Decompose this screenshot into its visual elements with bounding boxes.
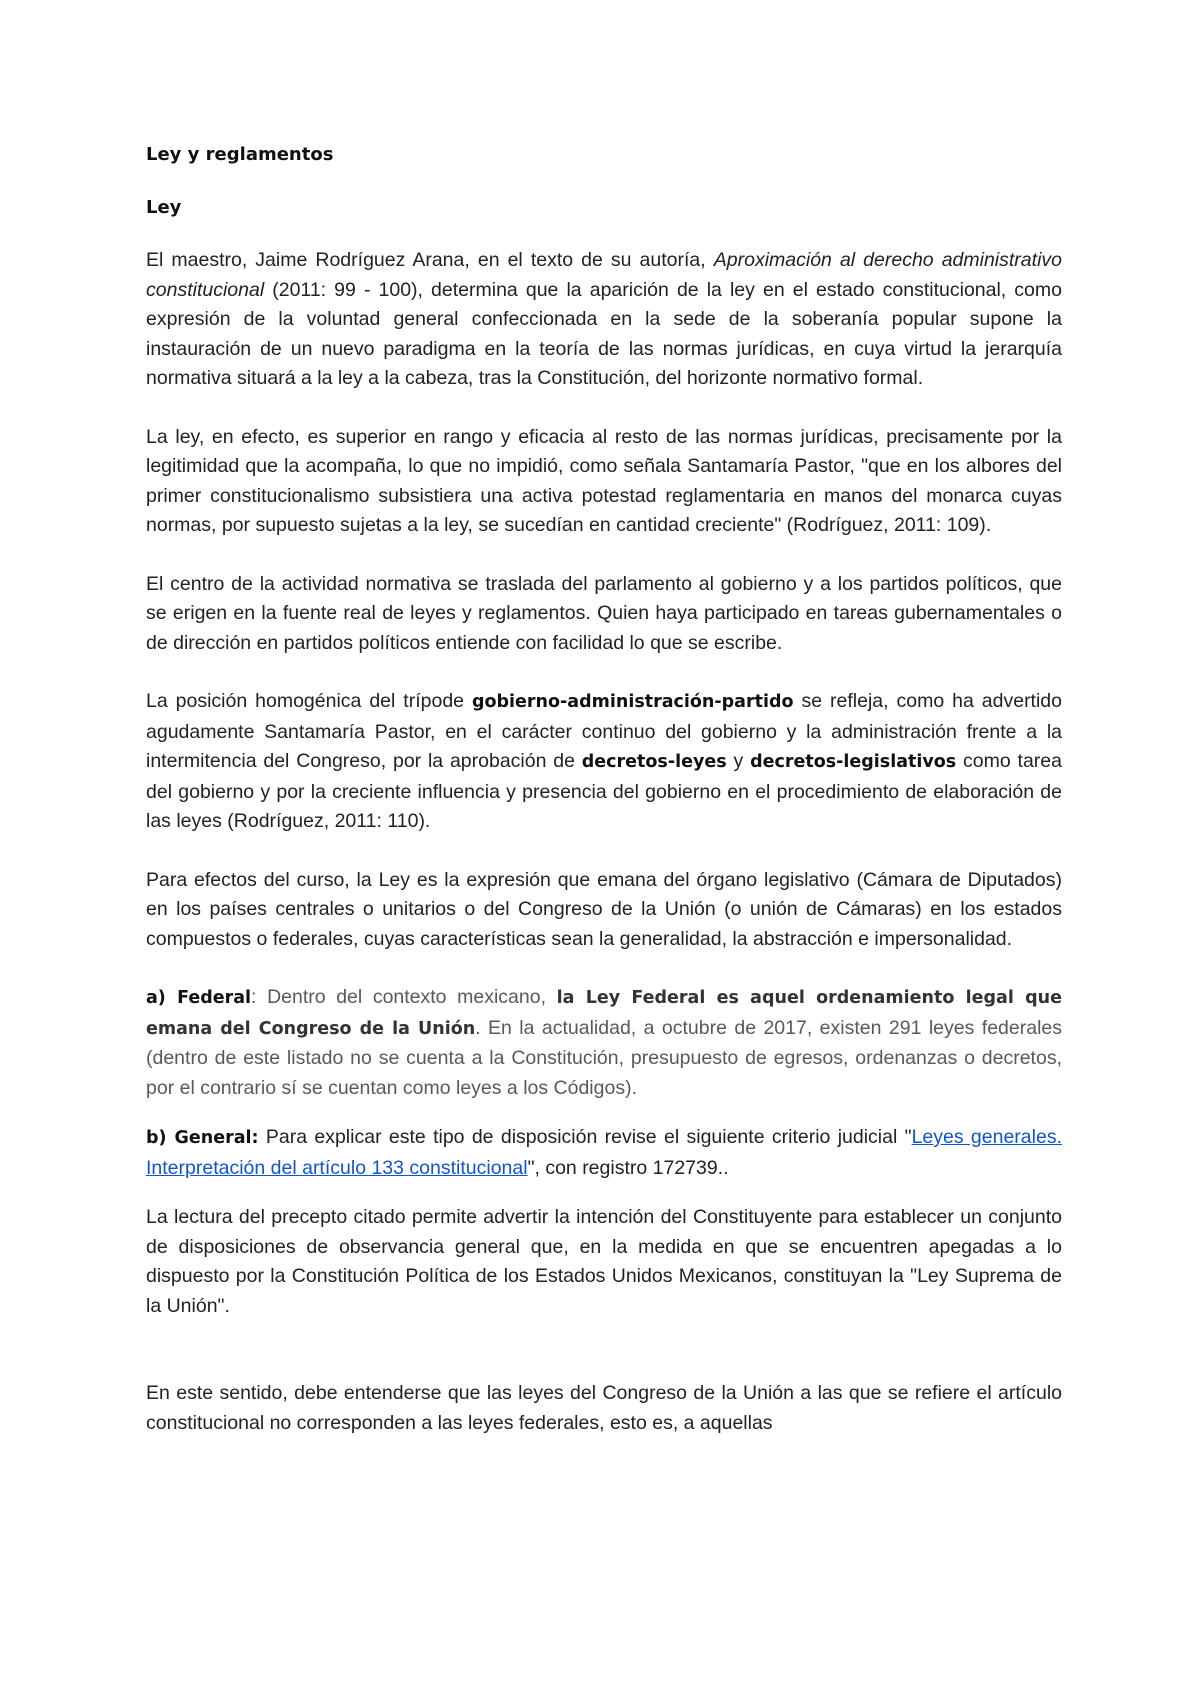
document-title: Ley y reglamentos — [146, 144, 334, 165]
paragraph-1 — [146, 246, 1062, 394]
book-title: Aproximación al derecho administrativo constitucional — [146, 249, 1062, 301]
general-text-b: ", con registro 172739.. — [527, 1156, 729, 1179]
paragraph-4 — [146, 687, 1062, 837]
federal-text-a: Dentro del contexto mexicano, — [267, 986, 557, 1008]
paragraph-8: La lectura del precepto citado permite advertir la intención del Constituyente para establecer un conjunto de disposiciones de observancia general que, en la medida en que se encuentren apegadas a lo dispuesto por la Constitución Política de los Estados Unidos Mexicanos, constituyan la "Ley Suprema de la Unión". — [146, 1206, 1062, 1317]
paragraph-4-text-a: La posición homogénica del trípode — [146, 690, 472, 712]
section-heading: Ley — [146, 197, 182, 218]
paragraph-4-text-d: como tarea del gobierno y por la creciente influencia y presencia del gobierno en el procedimiento de elaboración de las leyes (Rodríguez, 2011: 110). — [146, 750, 1062, 832]
paragraph-federal — [146, 983, 1062, 1103]
paragraph-9: En este sentido, debe entenderse que las leyes del Congreso de la Unión a las que se refiere el artículo constitucional no corresponden a las leyes federales, esto es, a aquellas — [146, 1382, 1062, 1434]
paragraph-2: La ley, en efecto, es superior en rango y eficacia al resto de las normas jurídicas, precisamente por la legitimidad que la acompaña, lo que no impidió, como señala Santamaría Pastor, "que en los albores del primer constitucionalismo subsistiera una activa potestad reglamentaria en manos del monarca cuyas normas, por supuesto sujetas a la ley, se sucedían en cantidad creciente" (Rodríguez, 2011: 109). — [146, 425, 1062, 536]
paragraph-5: Para efectos del curso, la Ley es la expresión que emana del órgano legislativo (Cámara de Diputados) en los países centrales o unitarios o del Congreso de la Unión (o unión de Cámaras) en los estados compuestos o federales, cuyas características sean la generalidad, la abstracción e impersonalidad. — [146, 868, 1062, 950]
federal-label: a) Federal — [146, 988, 252, 1008]
general-label: b) General: — [146, 1128, 259, 1148]
paragraph-1-text-a: El maestro, Jaime Rodríguez Arana, en el texto de su autoría, — [146, 249, 714, 271]
bold-term-decretos-legislativos: decretos-legislativos — [750, 752, 957, 772]
bold-term-decretos-leyes: decretos-leyes — [581, 752, 727, 772]
paragraph-general — [146, 1123, 1062, 1183]
paragraph-3: El centro de la actividad normativa se traslada del parlamento al gobierno y a los partidos políticos, que se erigen en la fuente real de leyes y reglamentos. Quien haya participado en tareas gubernamentales o de dirección en partidos políticos entiende con facilidad lo que se escribe. — [146, 572, 1062, 654]
federal-definition: la Ley Federal es aquel ordenamiento legal que emana del Congreso de la Unión — [146, 988, 1062, 1039]
paragraph-4-text-b: se refleja, como ha advertido agudamente Santamaría Pastor, en el carácter continuo del gobierno y la administración frente a la intermitencia del Congreso, por la aprobación de — [146, 690, 1062, 772]
paragraph-1-text-b: (2011: 99 - 100), determina que la aparición de la ley en el estado constitucional, como expresión de la voluntad general confeccionada en la sede de la soberanía popular supone la instauración de un nuevo paradigma en la teoría de las normas jurídicas, en cuya virtud la jerarquía normativa situará a la ley a la cabeza, tras la Constitución, del horizonte normativo formal. — [146, 278, 1062, 389]
paragraph-4-text-c: y — [726, 750, 751, 772]
document-page — [146, 140, 1062, 1438]
federal-colon: : — [251, 986, 268, 1008]
bold-term-tripode: gobierno-administración-partido — [471, 692, 794, 712]
federal-text-b: . En la actualidad, a octubre de 2017, existen 291 leyes federales (dentro de este listado no se cuenta a la Constitución, presupuesto de egresos, ordenanzas o decretos, por el contrario sí se cuentan como leyes a los Códigos). — [146, 1016, 1062, 1099]
criterio-judicial-link[interactable]: Leyes generales. Interpretación del artículo 133 constitucional — [146, 1126, 1062, 1179]
general-text-a: Para explicar este tipo de disposición revise el siguiente criterio judicial " — [258, 1126, 912, 1148]
